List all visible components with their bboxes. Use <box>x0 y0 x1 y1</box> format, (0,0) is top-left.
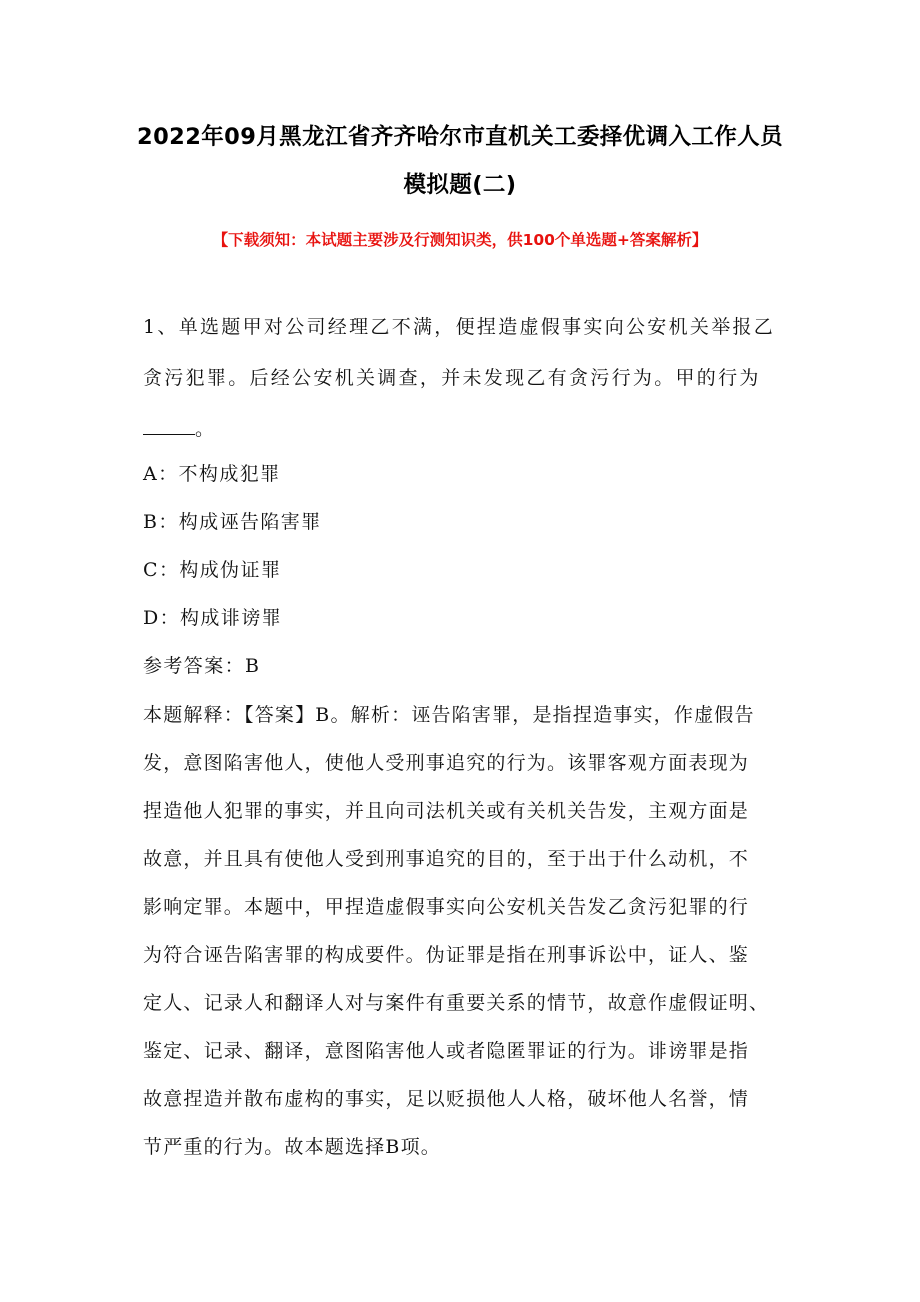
blank-suffix: 。 <box>195 418 215 440</box>
explanation-line-4: 故意，并且具有使他人受到刑事追究的目的，至于出于什么动机，不 <box>143 848 750 870</box>
document-title-line-2: 模拟题(二) <box>403 172 517 198</box>
answer-blank <box>143 418 195 435</box>
document-title-line-1: 2022年09月黑龙江省齐齐哈尔市直机关工委择优调入工作人员 <box>137 124 783 150</box>
explanation-line-10: 节严重的行为。故本题选择B项。 <box>143 1136 441 1158</box>
question-blank-line <box>143 418 783 439</box>
reference-answer: 参考答案：B <box>143 655 261 677</box>
download-notice: 【下载须知：本试题主要涉及行测知识类，供100个单选题+答案解析】 <box>212 231 708 249</box>
explanation-line-6: 为符合诬告陷害罪的构成要件。伪证罪是指在刑事诉讼中，证人、鉴 <box>143 944 750 966</box>
question-line-1: 1、单选题甲对公司经理乙不满，便捏造虚假事实向公安机关举报乙 <box>143 316 776 338</box>
explanation-line-2: 发，意图陷害他人，使他人受刑事追究的行为。该罪客观方面表现为 <box>143 752 750 774</box>
explanation-line-7: 定人、记录人和翻译人对与案件有重要关系的情节，故意作虚假证明、 <box>143 992 770 1014</box>
question-line-2: 贪污犯罪。后经公安机关调查，并未发现乙有贪污行为。甲的行为 <box>143 367 761 389</box>
option-a: A：不构成犯罪 <box>143 463 281 485</box>
option-d: D：构成诽谤罪 <box>143 607 283 629</box>
explanation-line-5: 影响定罪。本题中，甲捏造虚假事实向公安机关告发乙贪污犯罪的行 <box>143 896 750 918</box>
explanation-line-1: 本题解释：【答案】B。解析：诬告陷害罪，是指捏造事实，作虚假告 <box>143 704 755 726</box>
option-b: B：构成诬告陷害罪 <box>143 511 322 533</box>
explanation-line-8: 鉴定、记录、翻译，意图陷害他人或者隐匿罪证的行为。诽谤罪是指 <box>143 1040 750 1062</box>
explanation-line-3: 捏造他人犯罪的事实，并且向司法机关或有关机关告发，主观方面是 <box>143 800 750 822</box>
explanation-line-9: 故意捏造并散布虚构的事实，足以贬损他人人格，破坏他人名誉，情 <box>143 1088 750 1110</box>
option-c: C：构成伪证罪 <box>143 559 282 581</box>
